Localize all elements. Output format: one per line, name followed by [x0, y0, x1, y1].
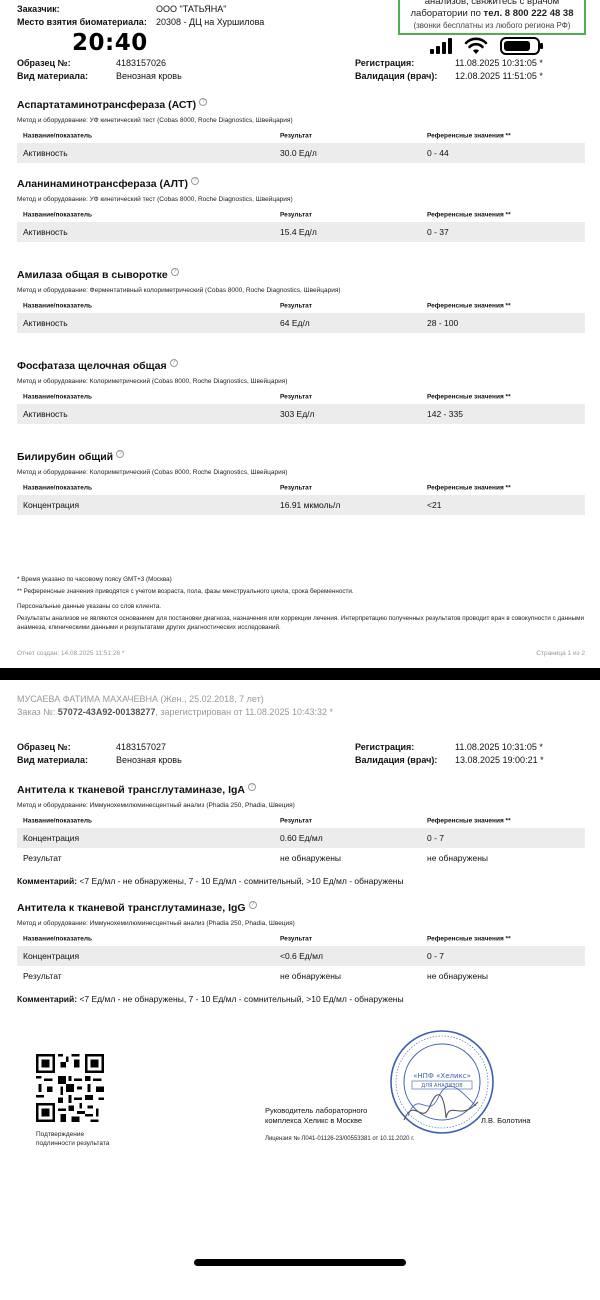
- test-method: Метод и оборудование: Колориметрический (Cobas 8000, Roche Diagnostics, Швейцария): [17, 378, 288, 385]
- page-number: Страница 1 из 2: [536, 650, 585, 657]
- test-title-text: Фосфатаза щелочная общая: [17, 360, 167, 372]
- test-method: Метод и оборудование: УФ кинетический тест (Cobas 8000, Roche Diagnostics, Швейцария): [17, 117, 293, 124]
- stamp-subtext: ДЛЯ АНАЛИЗОВ: [421, 1083, 463, 1089]
- battery-level: [504, 41, 530, 51]
- row-result: 15.4 Ед/л: [280, 227, 317, 237]
- cellular-signal-icon: [430, 38, 452, 54]
- test-section: [17, 269, 585, 333]
- help-icon[interactable]: ?: [170, 359, 178, 367]
- patient-info: МУСАЕВА ФАТИМА МАХАЧЕВНА (Жен., 25.02.2018, 7 лет): [17, 694, 264, 704]
- test-title-text: Антитела к тканевой трансглутаминазе, IgG: [17, 902, 246, 914]
- registration-label: Регистрация:: [355, 742, 415, 752]
- row-reference: <21: [427, 500, 442, 510]
- comment-text: <7 Ед/мл - не обнаружены, 7 - 10 Ед/мл - сомнительный, >10 Ед/мл - обнаружены: [77, 994, 404, 1004]
- test-title: [17, 360, 585, 372]
- help-icon[interactable]: ?: [248, 783, 256, 791]
- license-number: Лицензия № Л041-01126-23/00553381 от 10.11.2020 г.: [265, 1136, 415, 1142]
- wifi-icon: [464, 37, 488, 55]
- test-method: Метод и оборудование: Иммунохемилюминесцентный анализ (Phadia 250, Phadia, Швеция): [17, 920, 295, 927]
- column-header: Результат: [280, 132, 312, 140]
- results-table: [17, 481, 585, 515]
- test-section: [17, 360, 585, 424]
- column-header: Референсные значения **: [427, 935, 511, 943]
- row-reference: 0 - 37: [427, 227, 449, 237]
- test-title: [17, 784, 585, 796]
- hotline-notice: [398, 0, 586, 35]
- row-parameter: Результат: [23, 853, 62, 863]
- row-result: 16.91 мкмоль/л: [280, 500, 341, 510]
- table-row: [17, 946, 585, 966]
- table-header: [17, 481, 585, 495]
- row-reference: не обнаружены: [427, 971, 488, 981]
- row-reference: 0 - 7: [427, 951, 445, 961]
- sample-label: Образец №:: [17, 742, 71, 752]
- sample-label: Образец №:: [17, 58, 71, 68]
- row-result: не обнаружены: [280, 853, 341, 863]
- customer-value: ООО "ТАТЬЯНА": [156, 4, 227, 14]
- test-section: [17, 178, 585, 242]
- results-table: [17, 208, 585, 242]
- sample-value: 4183157026: [116, 58, 167, 68]
- order-info: [17, 707, 333, 717]
- row-parameter: Концентрация: [23, 833, 80, 843]
- test-title: [17, 99, 585, 111]
- table-header: [17, 208, 585, 222]
- test-method: Метод и оборудование: Ферментативный колориметрический (Cobas 8000, Roche Diagnostics, Швейцария): [17, 287, 341, 294]
- results-table: [17, 129, 585, 163]
- row-parameter: Концентрация: [23, 951, 80, 961]
- comment-label: Комментарий:: [17, 994, 78, 1004]
- handwritten-signature: [400, 1092, 482, 1128]
- order-suffix: , зарегистрирован от 11.08.2025 10:43:32 *: [155, 707, 333, 717]
- test-comment: [17, 876, 585, 886]
- status-bar-icons: [430, 36, 540, 56]
- signer-name: Л.В. Болотина: [481, 1116, 531, 1125]
- help-icon[interactable]: ?: [116, 450, 124, 458]
- row-parameter: Активность: [23, 318, 68, 328]
- footnote-disclaimer: Результаты анализов не являются основанием для постановки диагноза, назначения или коррекции лечения. Интерпретацию полученных результатов проводит врач в совокупности с данными анамнеза, клиническими данными и результатами других диагностических исследований.: [17, 615, 585, 631]
- results-table: [17, 299, 585, 333]
- column-header: Название/показатель: [23, 484, 93, 492]
- help-icon[interactable]: ?: [249, 901, 257, 909]
- table-row: [17, 143, 585, 163]
- footnote-reference: ** Референсные значения приводятся с учетом возраста, пола, фазы менструального цикла, срока беременности.: [17, 588, 354, 595]
- row-result: 0.60 Ед/мл: [280, 833, 323, 843]
- row-parameter: Активность: [23, 148, 68, 158]
- table-header: [17, 129, 585, 143]
- signer-title: [265, 1106, 367, 1126]
- status-bar-time: 20:40: [72, 30, 148, 56]
- material-value: Венозная кровь: [116, 755, 182, 765]
- test-title: [17, 269, 585, 281]
- qr-caption-line-2: подлинности результата: [36, 1140, 110, 1147]
- table-row: [17, 404, 585, 424]
- results-table: [17, 814, 585, 868]
- notice-prefix: лаборатории по: [410, 8, 481, 19]
- test-title-text: Аланинаминотрансфераза (АЛТ): [17, 178, 188, 190]
- column-header: Название/показатель: [23, 393, 93, 401]
- validation-label: Валидация (врач):: [355, 71, 438, 81]
- test-method: Метод и оборудование: УФ кинетический тест (Cobas 8000, Roche Diagnostics, Швейцария): [17, 196, 293, 203]
- row-parameter: Концентрация: [23, 500, 80, 510]
- table-row: [17, 828, 585, 848]
- column-header: Референсные значения **: [427, 393, 511, 401]
- report-footer: [17, 650, 585, 657]
- footnote-personal-data: Персональные данные указаны со слов клиента.: [17, 603, 161, 610]
- test-title-text: Амилаза общая в сыворотке: [17, 269, 168, 281]
- material-label: Вид материала:: [17, 755, 88, 765]
- test-section: [17, 99, 585, 163]
- order-prefix: Заказ №:: [17, 707, 56, 717]
- test-title: [17, 178, 585, 190]
- column-header: Результат: [280, 211, 312, 219]
- test-comment: [17, 994, 585, 1004]
- customer-row: [17, 4, 60, 14]
- notice-line-2: [400, 8, 584, 20]
- test-section: [17, 451, 585, 515]
- table-row: [17, 966, 585, 986]
- home-indicator[interactable]: [194, 1259, 406, 1266]
- column-header: Название/показатель: [23, 817, 93, 825]
- help-icon[interactable]: ?: [199, 98, 207, 106]
- hotline-phone[interactable]: тел. 8 800 222 48 38: [483, 8, 574, 19]
- test-section: [17, 784, 585, 886]
- column-header: Результат: [280, 393, 312, 401]
- footnotes: [17, 575, 587, 635]
- material-label: Вид материала:: [17, 71, 88, 81]
- test-title-text: Антитела к тканевой трансглутаминазе, IgA: [17, 784, 245, 796]
- column-header: Название/показатель: [23, 211, 93, 219]
- help-icon[interactable]: ?: [171, 268, 179, 276]
- signer-line-1: Руководитель лабораторного: [265, 1106, 368, 1115]
- comment-text: <7 Ед/мл - не обнаружены, 7 - 10 Ед/мл - сомнительный, >10 Ед/мл - обнаружены: [77, 876, 404, 886]
- help-icon[interactable]: ?: [191, 177, 199, 185]
- row-parameter: Активность: [23, 227, 68, 237]
- validation-value: 13.08.2025 19:00:21 *: [455, 755, 544, 765]
- site-row: [17, 17, 147, 27]
- column-header: Референсные значения **: [427, 302, 511, 310]
- table-header: [17, 932, 585, 946]
- validation-value: 12.08.2025 11:51:05 *: [455, 71, 543, 81]
- column-header: Референсные значения **: [427, 817, 511, 825]
- table-row: [17, 495, 585, 515]
- row-reference: 142 - 335: [427, 409, 463, 419]
- signer-line-2: комплекса Хеликс в Москве: [265, 1116, 363, 1125]
- row-result: 64 Ед/л: [280, 318, 310, 328]
- footnote-timezone: * Время указано по часовому поясу GMT+3 (Москва): [17, 576, 172, 583]
- row-result: 303 Ед/л: [280, 409, 315, 419]
- stamp-text: «НПФ «Хеликс»: [413, 1072, 471, 1080]
- notice-line-3: (звонки бесплатны из любого региона РФ): [413, 21, 571, 30]
- site-label: Место взятия биоматериала:: [17, 17, 147, 27]
- column-header: Результат: [280, 302, 312, 310]
- column-header: Результат: [280, 484, 312, 492]
- site-value: 20308 - ДЦ на Хуршилова: [156, 17, 265, 27]
- validation-label: Валидация (врач):: [355, 755, 438, 765]
- row-result: не обнаружены: [280, 971, 341, 981]
- row-reference: 0 - 44: [427, 148, 449, 158]
- row-parameter: Результат: [23, 971, 62, 981]
- column-header: Название/показатель: [23, 935, 93, 943]
- registration-value: 11.08.2025 10:31:05 *: [455, 58, 543, 68]
- row-result: <0.6 Ед/мл: [280, 951, 323, 961]
- column-header: Название/показатель: [23, 302, 93, 310]
- table-header: [17, 390, 585, 404]
- verification-qr-code[interactable]: [36, 1054, 104, 1122]
- battery-icon: [500, 37, 540, 55]
- order-number: 57072-43А92-00138277: [57, 707, 156, 717]
- column-header: Результат: [280, 817, 312, 825]
- notice-line-1: анализов, свяжитесь с врачом: [424, 0, 560, 7]
- test-title-text: Билирубин общий: [17, 451, 114, 463]
- test-title-text: Аспартатаминотрансфераза (АСТ): [17, 99, 197, 111]
- qr-caption-line-1: Подтверждение: [36, 1131, 85, 1138]
- table-row: [17, 222, 585, 242]
- test-method: Метод и оборудование: Колориметрический (Cobas 8000, Roche Diagnostics, Швейцария): [17, 469, 288, 476]
- column-header: Референсные значения **: [427, 132, 511, 140]
- column-header: Результат: [280, 935, 312, 943]
- row-reference: не обнаружены: [427, 853, 488, 863]
- table-row: [17, 313, 585, 333]
- column-header: Референсные значения **: [427, 211, 511, 219]
- column-header: Название/показатель: [23, 132, 93, 140]
- customer-label: Заказчик:: [17, 4, 60, 14]
- table-row: [17, 848, 585, 868]
- row-reference: 0 - 7: [427, 833, 445, 843]
- material-value: Венозная кровь: [116, 71, 182, 81]
- results-table: [17, 932, 585, 986]
- results-table: [17, 390, 585, 424]
- sample-value: 4183157027: [116, 742, 167, 752]
- test-section: [17, 902, 585, 1004]
- qr-caption: [36, 1130, 109, 1148]
- row-reference: 28 - 100: [427, 318, 459, 328]
- column-header: Референсные значения **: [427, 484, 511, 492]
- row-result: 30.0 Ед/л: [280, 148, 317, 158]
- registration-value: 11.08.2025 10:31:05 *: [455, 742, 543, 752]
- table-header: [17, 299, 585, 313]
- registration-label: Регистрация:: [355, 58, 415, 68]
- row-parameter: Активность: [23, 409, 68, 419]
- comment-label: Комментарий:: [17, 876, 78, 886]
- test-title: [17, 451, 585, 463]
- test-title: [17, 902, 585, 914]
- test-method: Метод и оборудование: Иммунохемилюминесцентный анализ (Phadia 250, Phadia, Швеция): [17, 802, 295, 809]
- report-page-2: [0, 680, 600, 1300]
- report-created: Отчет создан: 14.08.2025 11:51:26 *: [17, 650, 125, 657]
- table-header: [17, 814, 585, 828]
